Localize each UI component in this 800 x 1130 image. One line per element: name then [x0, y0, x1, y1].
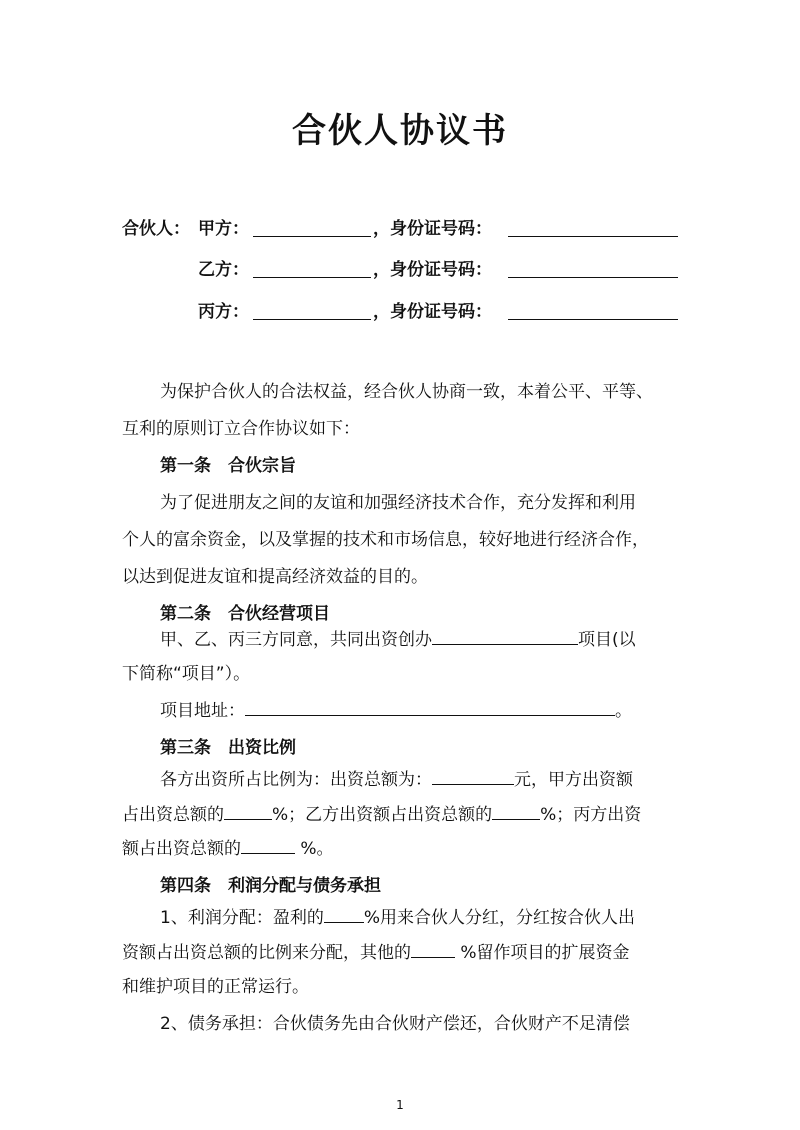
article-2-heading: 第二条 合伙经营项目: [160, 604, 330, 624]
party-b-id-label: ，身份证号码：: [373, 260, 492, 280]
article-2-line-2: 下简称“项目”）。: [122, 664, 251, 684]
article-4-line-1: [160, 903, 635, 928]
party-b-label: 乙方：: [198, 260, 249, 280]
party-a-id-label: ，身份证号码：: [373, 219, 492, 239]
party-a-label: 甲方：: [198, 219, 249, 239]
article-3-line-1-b: 元，甲方出资额: [514, 770, 633, 790]
article-2-line-1: [160, 625, 636, 650]
intro-line-2: 互利的原则订立合作协议如下：: [122, 419, 360, 439]
page-number: 1: [396, 1098, 404, 1112]
article-3-line-1-a: 各方出资所占比例为：出资总额为：: [160, 770, 432, 790]
parties-prefix: 合伙人：: [122, 219, 190, 239]
article-3-line-3-b: %。: [295, 839, 334, 859]
party-row-b: [0, 255, 800, 283]
article-4-line-1-a: 1、利润分配：盈利的: [160, 908, 324, 928]
article-3-line-2-b: %；乙方出资额占出资总额的: [272, 805, 493, 825]
article-3-line-3: [122, 834, 334, 859]
document-title: 合伙人协议书: [292, 111, 508, 151]
project-address-blank[interactable]: [245, 697, 615, 716]
article-4-line-2-b: %留作项目的扩展资金: [455, 943, 630, 963]
article-4-line-2-a: 资额占出资总额的比例来分配，其他的: [122, 943, 411, 963]
party-a-name-blank[interactable]: [253, 236, 371, 237]
project-address-line: [160, 696, 632, 721]
article-3-line-3-a: 额占出资总额的: [122, 839, 241, 859]
project-address-end: 。: [615, 701, 632, 721]
total-capital-blank[interactable]: [432, 766, 514, 785]
dividend-percent-blank[interactable]: [324, 904, 364, 923]
article-3-line-2-a: 占出资总额的: [122, 805, 224, 825]
article-2-line-1-b: 项目(以: [578, 630, 636, 650]
article-4-line-1-b: %用来合伙人分红，分红按合伙人出: [363, 908, 635, 928]
project-name-blank[interactable]: [432, 626, 578, 645]
party-b-name-blank[interactable]: [253, 277, 371, 278]
party-c-id-label: ，身份证号码：: [373, 302, 492, 322]
article-3-line-2-c: %；丙方出资: [540, 805, 642, 825]
party-c-id-blank[interactable]: [508, 319, 678, 320]
intro-line-1: 为保护合伙人的合法权益，经合伙人协商一致，本着公平、平等、: [160, 382, 653, 402]
article-3-heading: 第三条 出资比例: [160, 738, 296, 758]
project-address-label: 项目地址：: [160, 701, 245, 721]
article-1-line-2: 个人的富余资金，以及掌握的技术和市场信息，较好地进行经济合作，: [122, 530, 649, 550]
party-a-id-blank[interactable]: [508, 236, 678, 237]
party-row-c: [0, 297, 800, 325]
article-3-line-2: [122, 800, 641, 825]
party-b-id-blank[interactable]: [508, 277, 678, 278]
party-c-share-blank[interactable]: [241, 835, 295, 854]
article-1-line-1: 为了促进朋友之间的友谊和加强经济技术合作，充分发挥和利用: [160, 493, 636, 513]
article-4-line-3: 和维护项目的正常运行。: [122, 977, 309, 997]
party-b-share-blank[interactable]: [492, 801, 540, 820]
party-a-share-blank[interactable]: [224, 801, 272, 820]
party-c-name-blank[interactable]: [253, 319, 371, 320]
article-3-line-1: [160, 765, 633, 790]
party-row-a: [0, 214, 800, 242]
article-4-line-2: [122, 938, 630, 963]
article-4-line-4: 2、债务承担：合伙债务先由合伙财产偿还，合伙财产不足清偿: [160, 1014, 630, 1034]
party-c-label: 丙方：: [198, 302, 249, 322]
article-2-line-1-a: 甲、乙、丙三方同意，共同出资创办: [160, 630, 432, 650]
article-1-heading: 第一条 合伙宗旨: [160, 456, 296, 476]
article-4-heading: 第四条 利润分配与债务承担: [160, 876, 381, 896]
reserve-percent-blank[interactable]: [411, 939, 455, 958]
article-1-line-3: 以达到促进友谊和提高经济效益的目的。: [122, 567, 428, 587]
